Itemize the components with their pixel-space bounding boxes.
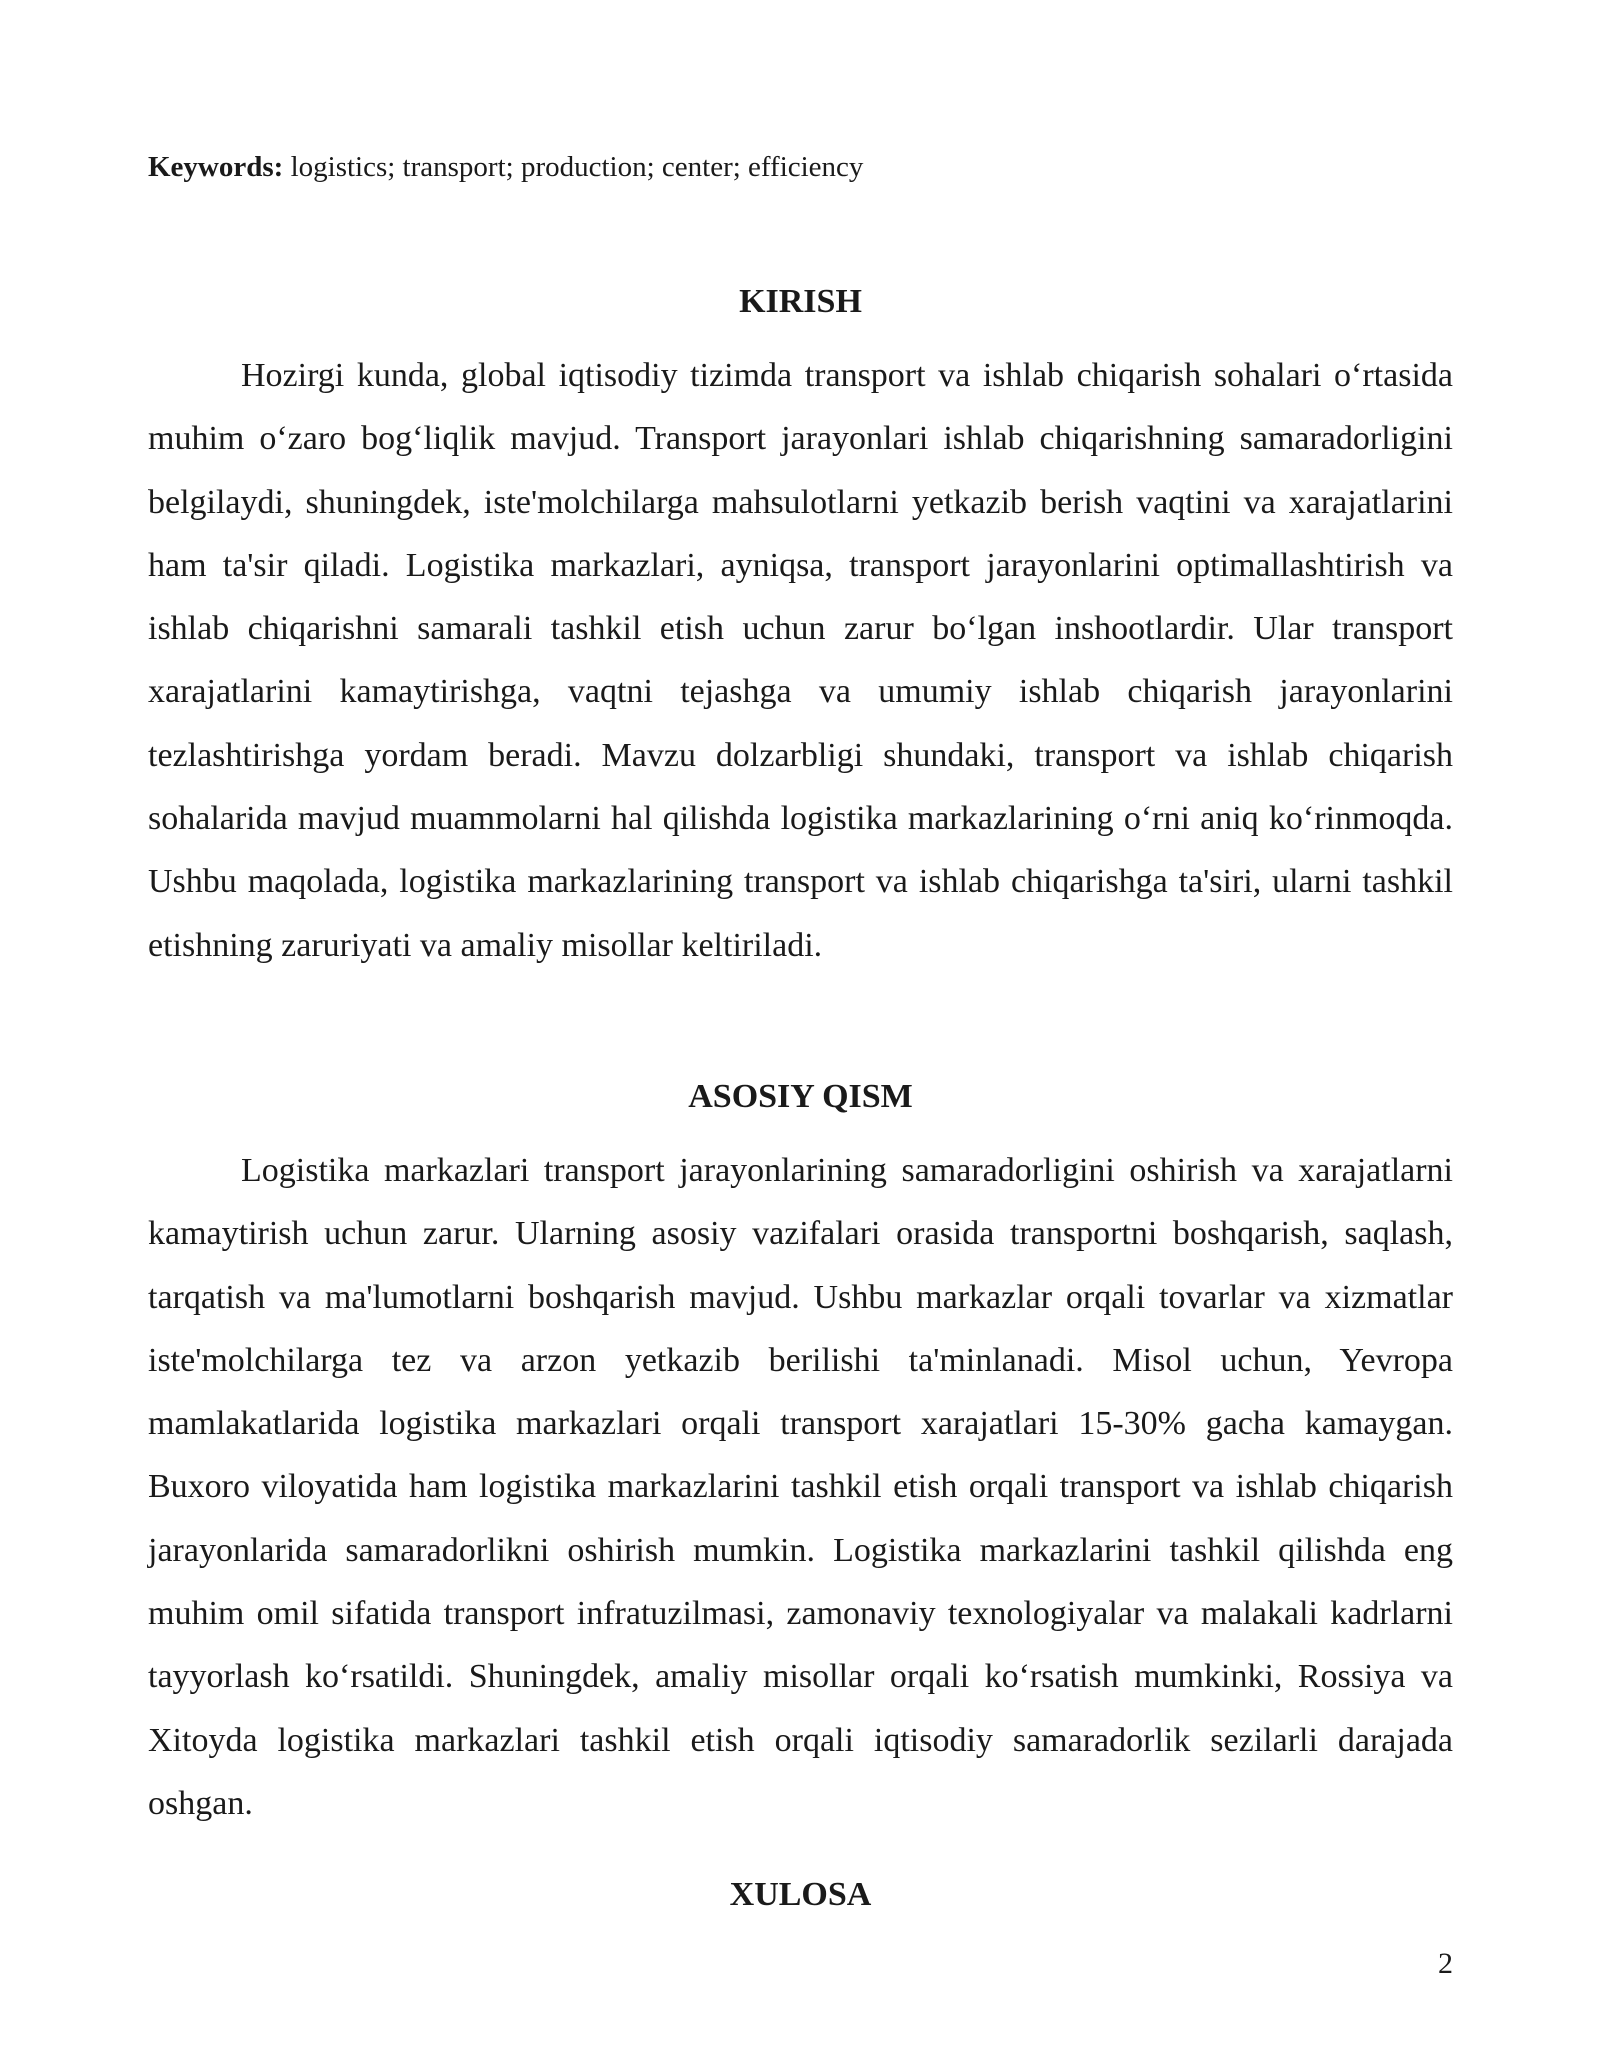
keywords-label: Keywords:	[148, 151, 284, 183]
paragraph-kirish: Hozirgi kunda, global iqtisodiy tizimda transport va ishlab chiqarish sohalari o‘rtasida muhim o‘zaro bog‘liqlik mavjud. Transport jarayonlari ishlab chiqarishning samaradorligini belgilaydi, shuningdek, iste'molchilarga mahsulotlarni yetkazib berish vaqtini va xarajatlarini ham ta'sir qiladi. Logistika markazlari, ayniqsa, transport jarayonlarini optimallashtirish va ishlab chiqarishni samarali tashkil etish uchun zarur bo‘lgan inshootlardir. Ular transport xarajatlarini kamaytirishga, vaqtni tejashga va umumiy ishlab chiqarish jarayonlarini tezlashtirishga yordam beradi. Mavzu dolzarbligi shundaki, transport va ishlab chiqarish sohalarida mavjud muammolarni hal qilishda logistika markazlarining o‘rni aniq ko‘rinmoqda. Ushbu maqolada, logistika markazlarining transport va ishlab chiqarishga ta'siri, ularni tashkil etishning zaruriyati va amaliy misollar keltiriladi.	[148, 357, 1453, 964]
page-number: 2	[1438, 1947, 1453, 1980]
keywords-text: logistics; transport; production; center; efficiency	[283, 151, 864, 183]
document-page	[148, 0, 1453, 2070]
paragraph-asosiy-qism: Logistika markazlari transport jarayonlarining samaradorligini oshirish va xarajatlarni kamaytirish uchun zarur. Ularning asosiy vazifalari orasida transportni boshqarish, saqlash, tarqatish va ma'lumotlarni boshqarish mavjud. Ushbu markazlar orqali tovarlar va xizmatlar iste'molchilarga tez va arzon yetkazib berilishi ta'minlanadi. Misol uchun, Yevropa mamlakatlarida logistika markazlari orqali transport xarajatlari 15-30% gacha kamaygan. Buxoro viloyatida ham logistika markazlarini tashkil etish orqali transport va ishlab chiqarish jarayonlarida samaradorlikni oshirish mumkin. Logistika markazlarini tashkil qilishda eng muhim omil sifatida transport infratuzilmasi, zamonaviy texnologiyalar va malakali kadrlarni tayyorlash ko‘rsatildi. Shuningdek, amaliy misollar orqali ko‘rsatish mumkinki, Rossiya va Xitoyda logistika markazlari tashkil etish orqali iqtisodiy samaradorlik sezilarli darajada oshgan.	[148, 1152, 1453, 1822]
keywords-line	[148, 148, 863, 186]
section-heading-asosiy-qism: ASOSIY QISM	[688, 1078, 913, 1115]
section-heading-kirish: KIRISH	[739, 283, 862, 320]
section-heading-xulosa: XULOSA	[729, 1876, 872, 1913]
